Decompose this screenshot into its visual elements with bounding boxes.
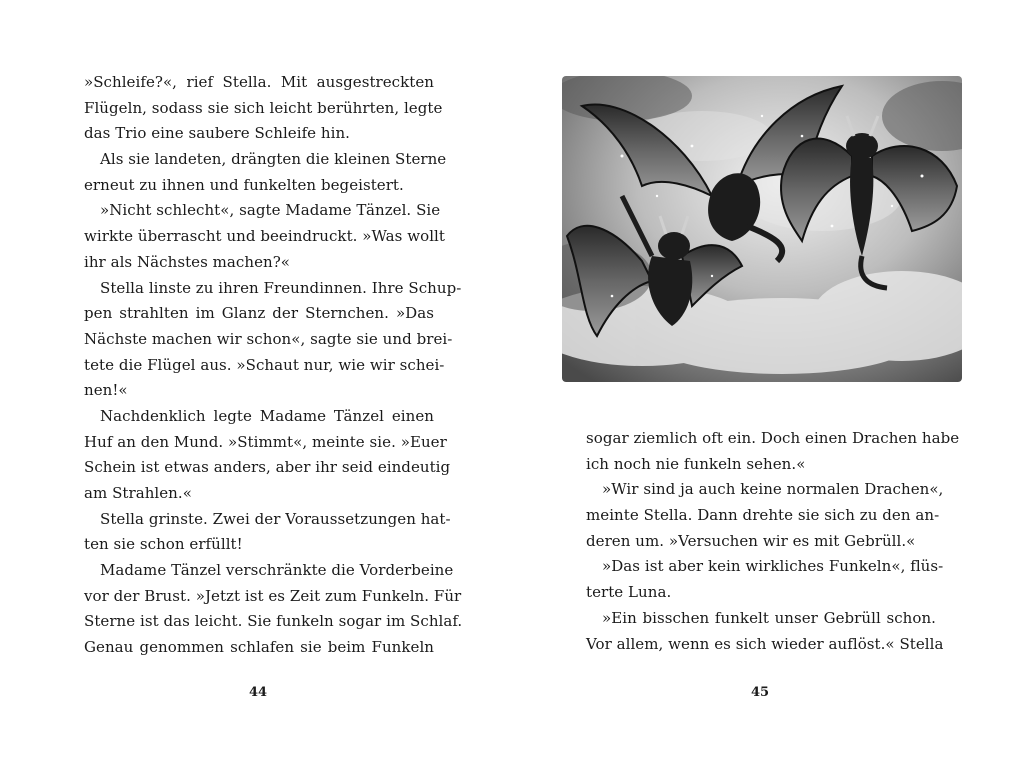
- text-line: Vor allem, wenn es sich wieder auflöst.« Stella: [586, 634, 944, 653]
- text-line: Nachdenklich legte Madame Tänzel einen: [100, 406, 434, 425]
- text-line: Stella linste zu ihren Freundinnen. Ihre Schup-: [100, 278, 462, 297]
- text-line: pen strahlten im Glanz der Sternchen. »Das: [84, 304, 434, 323]
- text-line: sogar ziemlich oft ein. Doch einen Drachen habe: [586, 429, 960, 447]
- text-line: terte Luna.: [586, 583, 672, 602]
- text-line: am Strahlen.«: [84, 484, 192, 502]
- text-line: wirkte überrascht und beeindruckt. »Was wollt: [84, 227, 445, 246]
- right-page-text: [586, 426, 960, 657]
- text-line: ich noch nie funkeln sehen.«: [586, 454, 806, 473]
- text-line: Genau genommen schlafen sie beim Funkeln: [84, 638, 434, 657]
- page-number: 45: [750, 685, 770, 700]
- text-line: Als sie landeten, drängten die kleinen Sterne: [100, 150, 447, 169]
- text-line: »Das ist aber kein wirkliches Funkeln«, flüs-: [602, 557, 944, 576]
- text-line: ten sie schon erfüllt!: [84, 535, 243, 554]
- right-dragon-head: [846, 133, 878, 159]
- page-number: 44: [248, 685, 268, 700]
- text-line: Flügeln, sodass sie sich leicht berührten, legte: [84, 98, 443, 117]
- text-line: »Ein bisschen funkelt unser Gebrüll schon.: [602, 608, 936, 627]
- text-line: ihr als Nächstes machen?«: [84, 252, 291, 271]
- dragons-illustration: [562, 76, 962, 382]
- text-line: Nächste machen wir schon«, sagte sie und brei-: [84, 329, 453, 348]
- text-line: Schein ist etwas anders, aber ihr seid eindeutig: [84, 458, 451, 477]
- text-line: »Wir sind ja auch keine normalen Drachen«,: [602, 480, 944, 499]
- right-page: [510, 0, 1020, 783]
- text-line: »Nicht schlecht«, sagte Madame Tänzel. Sie: [100, 201, 441, 220]
- text-line: tete die Flügel aus. »Schaut nur, wie wir schei-: [84, 355, 445, 374]
- dragons-illustration-svg: [562, 76, 962, 382]
- left-dragon-head: [658, 232, 690, 260]
- text-line: Sterne ist das leicht. Sie funkeln sogar im Schlaf.: [84, 612, 463, 631]
- left-page-text: [84, 70, 463, 661]
- text-line: nen!«: [84, 381, 128, 400]
- text-line: deren um. »Versuchen wir es mit Gebrüll.«: [586, 531, 916, 550]
- text-line: Madame Tänzel verschränkte die Vorderbeine: [100, 561, 454, 580]
- text-line: Huf an den Mund. »Stimmt«, meinte sie. »Euer: [84, 432, 447, 451]
- text-line: erneut zu ihnen und funkelten begeistert.: [84, 175, 404, 194]
- text-line: meinte Stella. Dann drehte sie sich zu den an-: [586, 506, 940, 525]
- text-line: das Trio eine saubere Schleife hin.: [84, 124, 351, 143]
- text-line: Stella grinste. Zwei der Voraussetzungen hat-: [100, 509, 451, 528]
- text-line: vor der Brust. »Jetzt ist es Zeit zum Funkeln. Für: [84, 586, 462, 605]
- text-line: »Schleife?«, rief Stella. Mit ausgestreckten: [84, 73, 434, 91]
